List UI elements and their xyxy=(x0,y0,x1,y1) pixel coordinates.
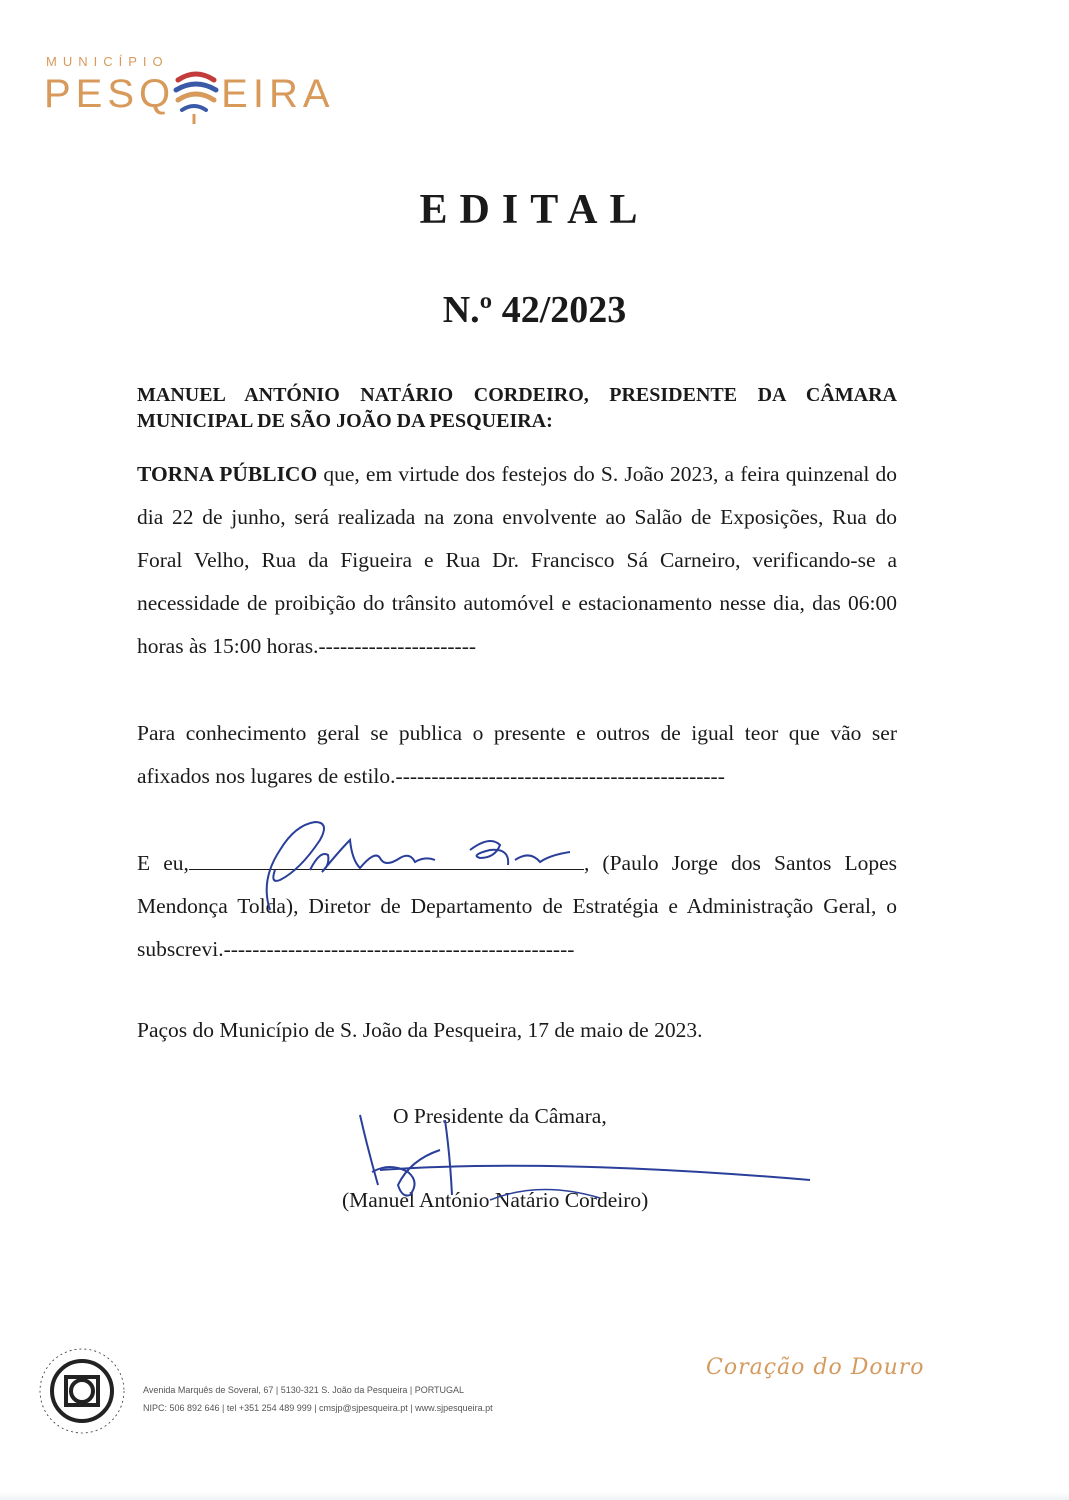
document-title: EDITAL xyxy=(419,187,650,233)
logo-word-left: PESQ xyxy=(44,72,176,116)
paragraph-publication: Para conhecimento geral se publica o presente e outros de igual teor que vão ser afixados nos lugares de estilo.---------------------------------------------- xyxy=(137,721,897,788)
logo-small-text: MUNICÍPIO xyxy=(46,54,169,69)
municipality-logo xyxy=(44,50,344,130)
footer-contact xyxy=(143,1381,493,1417)
signature-line xyxy=(189,845,584,870)
place-and-date: Paços do Município de S. João da Pesqueira, 17 de maio de 2023. xyxy=(137,1018,703,1042)
announcement-lead: TORNA PÚBLICO xyxy=(137,462,318,486)
document-number: N.º 42/2023 xyxy=(442,289,627,331)
logo-fish-icon xyxy=(172,66,220,126)
footer-address: Avenida Marquês de Soveral, 67 | 5130-321 S. João da Pesqueira | PORTUGAL xyxy=(143,1385,465,1395)
subscription-rest: , (Paulo Jorge dos Santos Lopes Mendonça Tolda), Diretor de Departamento de Estratégia e Administração Geral, o subscrevi.------------------------------------------------- xyxy=(137,851,897,961)
paragraph-subscription xyxy=(137,842,897,971)
subscription-start: E eu, xyxy=(137,851,189,875)
paragraph-announcement xyxy=(137,453,897,668)
announcement-body: que, em virtude dos festejos do S. João 2023, a feira quinzenal do dia 22 de junho, será realizada na zona envolvente ao Salão de Exposições, Rua do Foral Velho, Rua da Figueira e Rua Dr. Francisco Sá Carneiro, verificando-se a necessidade de proibição do trânsito automóvel e estacionamento nesse dia, das 06:00 horas às 15:00 horas.---------------------- xyxy=(137,462,897,658)
footer-slogan: Coração do Douro xyxy=(706,1355,925,1380)
world-heritage-emblem-icon xyxy=(38,1347,126,1435)
document-heading: MANUEL ANTÓNIO NATÁRIO CORDEIRO, PRESIDENTE DA CÂMARA MUNICIPAL DE SÃO JOÃO DA PESQUEIRA: xyxy=(137,384,897,432)
logo-word-right: EIRA xyxy=(221,72,335,116)
president-name: (Manuel António Natário Cordeiro) xyxy=(342,1188,649,1212)
president-title: O Presidente da Câmara, xyxy=(393,1104,607,1128)
footer-contacts: NIPC: 506 892 646 | tel +351 254 489 999 | cmsjp@sjpesqueira.pt | www.sjpesqueira.pt xyxy=(143,1403,493,1413)
